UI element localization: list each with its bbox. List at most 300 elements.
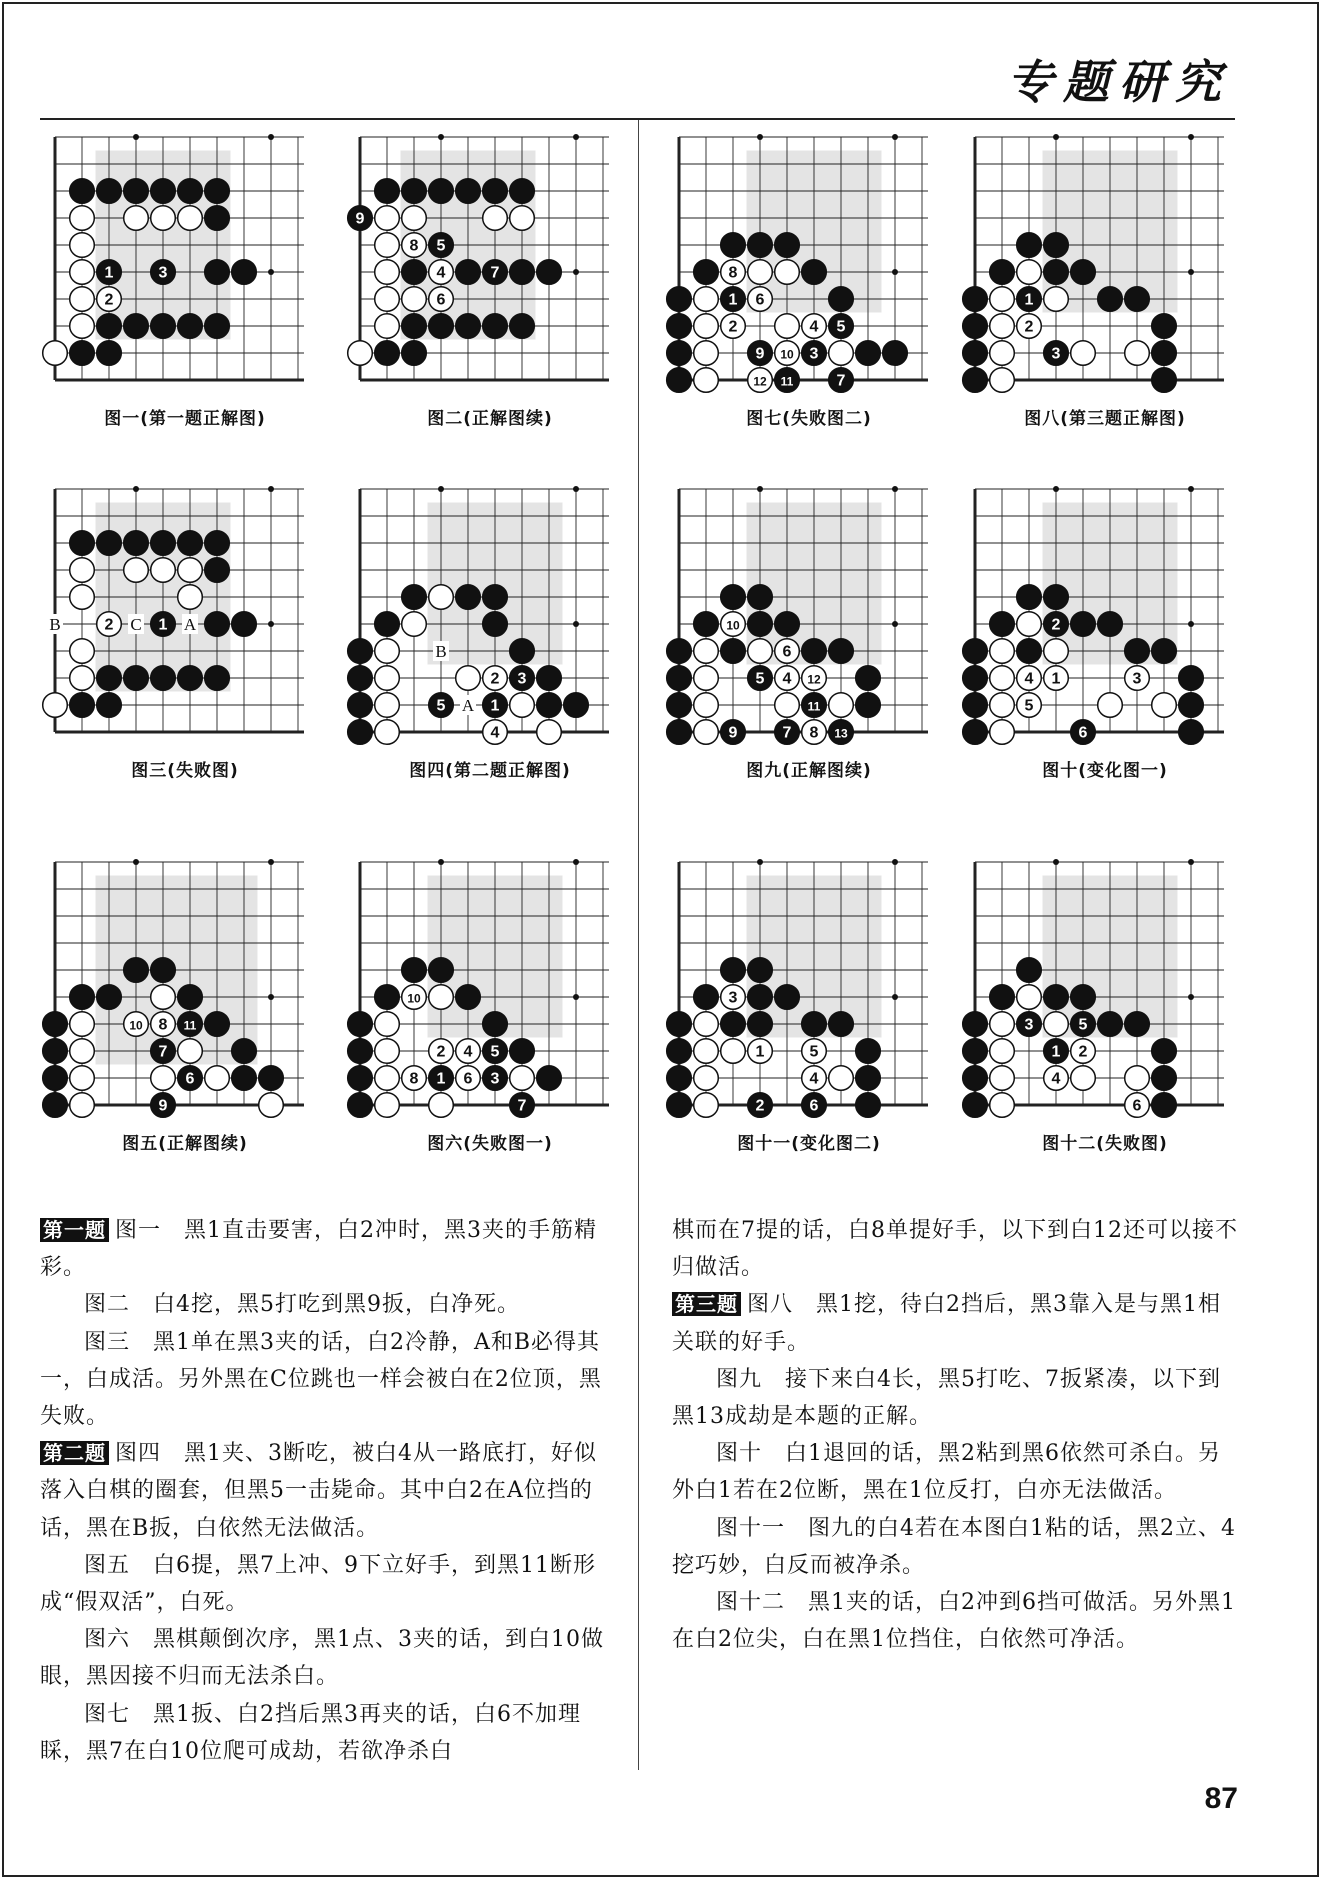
star-point [1053,134,1059,140]
white-stone [483,206,508,231]
star-point [133,859,139,865]
black-stone [70,985,95,1010]
go-board [345,120,635,400]
text-paragraph [672,1435,1242,1509]
black-stone [1098,287,1123,312]
black-stone [856,1039,881,1064]
white-stone [694,693,719,718]
black-stone [1152,1093,1177,1118]
black-stone [124,179,149,204]
white-stone [1044,287,1069,312]
white-stone [348,341,373,366]
text-column-left [40,1212,610,1770]
black-stone [43,1066,68,1091]
white-stone [537,720,562,745]
move-number: 7 [517,1097,527,1115]
black-stone [348,639,373,664]
black-stone [963,1039,988,1064]
white-stone [694,314,719,339]
black-stone [205,531,230,556]
white-stone [402,612,427,637]
black-stone [1125,639,1150,664]
diagram-caption: 图八(第三题正解图) [1024,409,1186,429]
white-stone [70,558,95,583]
black-stone [402,314,427,339]
black-stone [1125,287,1150,312]
black-stone [775,612,800,637]
black-stone [963,1093,988,1118]
black-stone [348,720,373,745]
white-stone [775,693,800,718]
black-stone [205,179,230,204]
star-point [1053,486,1059,492]
star-point [1188,134,1194,140]
black-stone [883,341,908,366]
white-stone [375,639,400,664]
go-board [664,472,954,752]
black-stone [348,693,373,718]
black-stone [483,179,508,204]
text-column-right [672,1212,1242,1658]
star-point [757,134,763,140]
white-stone [829,1066,854,1091]
go-diagram [40,845,330,1129]
diagram-caption: 图六(失败图一) [427,1134,553,1154]
white-stone [721,1039,746,1064]
black-stone [178,314,203,339]
black-stone [151,958,176,983]
white-stone [124,558,149,583]
diagram-caption: 图十(变化图一) [1042,761,1168,781]
white-stone [694,1093,719,1118]
paragraph-body: 图十一 图九的白4若在本图白1粘的话，黑2立、4挖巧妙，白反而被净杀。 [672,1515,1236,1578]
black-stone [375,612,400,637]
black-stone [1152,314,1177,339]
black-stone [694,612,719,637]
go-diagram [40,120,330,404]
white-stone [748,639,773,664]
black-stone [348,666,373,691]
black-stone [1044,985,1069,1010]
move-number: 1 [158,616,168,634]
black-stone [375,985,400,1010]
black-stone [1152,639,1177,664]
black-stone [856,666,881,691]
black-stone [667,1093,692,1118]
black-stone [97,314,122,339]
black-stone [802,260,827,285]
white-stone [1098,693,1123,718]
move-number: 5 [490,1043,500,1061]
black-stone [178,531,203,556]
black-stone [802,1012,827,1037]
black-stone [1017,639,1042,664]
black-stone [1071,260,1096,285]
black-stone [748,1012,773,1037]
black-stone [667,314,692,339]
paragraph-body: 图九 接下来白4长，黑5打吃、7扳紧凑，以下到黑13成劫是本题的正解。 [672,1366,1221,1430]
paragraph-body: 棋而在7提的话，白8单提好手，以下到白12还可以接不归做活。 [672,1218,1238,1281]
black-stone [963,666,988,691]
white-stone [990,368,1015,393]
black-stone [775,233,800,258]
white-stone [375,314,400,339]
black-stone [1152,1039,1177,1064]
white-stone [429,1093,454,1118]
move-number: 1 [490,697,500,715]
star-point [438,486,444,492]
black-stone [205,314,230,339]
white-stone [429,585,454,610]
black-stone [124,666,149,691]
star-point [757,859,763,865]
star-point [892,134,898,140]
white-stone [694,368,719,393]
move-number: 6 [1078,724,1088,742]
star-point [892,269,898,275]
move-number: 4 [782,670,792,688]
white-stone [259,1093,284,1118]
white-stone [375,666,400,691]
black-stone [402,260,427,285]
white-stone [990,287,1015,312]
move-number: 7 [490,264,500,282]
white-stone [70,314,95,339]
white-stone [375,1012,400,1037]
black-stone [1044,233,1069,258]
diagram-caption: 图五(正解图续) [122,1134,248,1154]
move-number: 6 [185,1070,195,1088]
white-stone [70,287,95,312]
black-stone [721,585,746,610]
move-number: 5 [436,697,446,715]
black-stone [402,585,427,610]
go-board [40,845,330,1125]
star-point [573,134,579,140]
black-stone [97,179,122,204]
black-stone [456,985,481,1010]
diagram-caption: 图七(失败图二) [746,409,872,429]
move-number: 3 [809,345,819,363]
white-stone [375,206,400,231]
move-number: 8 [728,264,738,282]
white-stone [510,693,535,718]
white-stone [178,206,203,231]
black-stone [205,666,230,691]
white-stone [829,341,854,366]
black-stone [456,260,481,285]
move-number: 1 [1024,291,1034,309]
black-stone [205,1012,230,1037]
move-number: 6 [1132,1097,1142,1115]
star-point [892,621,898,627]
black-stone [1017,233,1042,258]
move-number: 3 [1132,670,1142,688]
black-stone [232,612,257,637]
paragraph-body: 图十二 黑1夹的话，白2冲到6挡可做活。另外黑1在白2位尖，白在黑1位挡住，白依然可净活。 [672,1590,1236,1653]
white-stone [456,666,481,691]
move-number: 5 [755,670,765,688]
black-stone [402,341,427,366]
black-stone [483,585,508,610]
move-number: 10 [726,618,740,633]
black-stone [1017,958,1042,983]
white-stone [1125,1066,1150,1091]
move-number: 2 [1051,616,1061,634]
black-stone [124,958,149,983]
white-stone [694,1039,719,1064]
text-paragraph [40,1696,610,1770]
white-stone [990,341,1015,366]
move-number: 5 [436,237,446,255]
paragraph-body: 图一 黑1直击要害，白2冲时，黑3夹的手筋精彩。 [40,1218,597,1281]
black-stone [1071,985,1096,1010]
move-number: 6 [755,291,765,309]
black-stone [963,693,988,718]
go-board [960,120,1250,400]
white-stone [375,1093,400,1118]
black-stone [205,206,230,231]
black-stone [748,233,773,258]
black-stone [721,639,746,664]
star-point [573,269,579,275]
white-stone [151,985,176,1010]
star-point [1053,859,1059,865]
white-stone [375,693,400,718]
white-stone [990,666,1015,691]
move-number: 1 [755,1043,765,1061]
text-paragraph [40,1324,610,1436]
paragraph-body: 图十 白1退回的话，黑2粘到黑6依然可杀白。另外白1若在2位断，黑在1位反打，白亦无法做活。 [672,1441,1221,1504]
black-stone [667,1039,692,1064]
move-number: 8 [409,1070,419,1088]
black-stone [748,585,773,610]
white-stone [990,1039,1015,1064]
text-paragraph [672,1286,1242,1360]
white-stone [43,693,68,718]
white-stone [990,693,1015,718]
white-stone [1017,985,1042,1010]
white-stone [375,233,400,258]
go-diagram [960,472,1250,756]
black-stone [348,1039,373,1064]
white-stone [1125,341,1150,366]
move-number: 7 [782,724,792,742]
black-stone [456,179,481,204]
go-board [345,845,635,1125]
white-stone [1071,1066,1096,1091]
move-number: 3 [490,1070,500,1088]
white-stone [775,314,800,339]
black-stone [348,1093,373,1118]
white-stone [1017,612,1042,637]
black-stone [205,612,230,637]
black-stone [151,666,176,691]
black-stone [429,314,454,339]
white-stone [402,287,427,312]
black-stone [1017,585,1042,610]
white-stone [990,1012,1015,1037]
black-stone [70,179,95,204]
white-stone [70,1039,95,1064]
black-stone [963,287,988,312]
text-paragraph [40,1286,610,1323]
text-paragraph [672,1361,1242,1435]
black-stone [856,693,881,718]
black-stone [70,531,95,556]
white-stone [70,1066,95,1091]
white-stone [694,1066,719,1091]
diagram-caption: 图三(失败图) [131,761,239,781]
white-stone [205,1066,230,1091]
text-paragraph [40,1212,610,1286]
black-stone [375,341,400,366]
star-point [573,859,579,865]
move-number: 8 [809,724,819,742]
white-stone [748,260,773,285]
move-number: 9 [755,345,765,363]
move-number: 12 [753,374,767,389]
white-stone [990,639,1015,664]
point-label: B [435,642,447,661]
black-stone [70,693,95,718]
black-stone [537,1066,562,1091]
white-stone [375,1039,400,1064]
move-number: 5 [809,1043,819,1061]
black-stone [1098,1012,1123,1037]
paragraph-body: 图六 黑棋颠倒次序，黑1点、3夹的话，到白10做眼，黑因接不归而无法杀白。 [40,1627,604,1690]
text-paragraph [40,1547,610,1621]
move-number: 11 [807,699,821,714]
black-stone [1152,341,1177,366]
move-number: 2 [490,670,500,688]
white-stone [402,206,427,231]
text-paragraph [40,1435,610,1547]
star-point [438,134,444,140]
white-stone [70,639,95,664]
paragraph-body: 图七 黑1扳、白2挡后黑3再夹的话，白6不加理睬，黑7在白10位爬可成劫，若欲净杀白 [40,1701,581,1764]
move-number: 1 [1051,1043,1061,1061]
point-label: B [49,615,61,634]
black-stone [829,287,854,312]
black-stone [70,341,95,366]
white-stone [1044,639,1069,664]
move-number: 2 [104,616,114,634]
move-number: 12 [807,672,821,687]
white-stone [375,260,400,285]
move-number: 1 [728,291,738,309]
black-stone [510,1039,535,1064]
white-stone [694,720,719,745]
black-stone [1152,1066,1177,1091]
white-stone [43,341,68,366]
black-stone [178,985,203,1010]
paragraph-body: 图四 黑1夹、3断吃，被白4从一路底打，好似落入白棋的圈套，但黑5一击毙命。其中白2在A位挡的话，黑在B扳，白依然无法做活。 [40,1441,597,1541]
black-stone [348,1012,373,1037]
white-stone [178,1039,203,1064]
black-stone [775,985,800,1010]
black-stone [510,179,535,204]
white-stone [694,341,719,366]
move-number: 9 [355,210,365,228]
white-stone [694,287,719,312]
diagram-caption: 图二(正解图续) [427,409,553,429]
text-paragraph [672,1584,1242,1658]
black-stone [1044,260,1069,285]
move-number: 5 [836,318,846,336]
black-stone [402,958,427,983]
go-board [40,120,330,400]
black-stone [802,639,827,664]
point-label: C [130,615,142,634]
white-stone [70,260,95,285]
black-stone [748,958,773,983]
black-stone [856,341,881,366]
move-number: 2 [104,291,114,309]
star-point [892,486,898,492]
black-stone [694,260,719,285]
star-point [1188,994,1194,1000]
white-stone [694,666,719,691]
white-stone [70,206,95,231]
go-diagram [664,845,954,1129]
move-number: 7 [158,1043,168,1061]
black-stone [667,287,692,312]
black-stone [97,341,122,366]
black-stone [456,585,481,610]
white-stone [990,314,1015,339]
star-point [1188,621,1194,627]
star-point [1188,486,1194,492]
diagram-caption: 图十一(变化图二) [737,1134,881,1154]
black-stone [667,693,692,718]
move-number: 5 [1024,697,1034,715]
go-board [960,472,1250,752]
white-stone [1152,693,1177,718]
black-stone [721,1012,746,1037]
black-stone [537,666,562,691]
black-stone [721,958,746,983]
black-stone [456,314,481,339]
black-stone [43,1012,68,1037]
black-stone [537,693,562,718]
star-point [892,994,898,1000]
white-stone [510,206,535,231]
star-point [573,621,579,627]
diagram-caption: 图十二(失败图) [1042,1134,1168,1154]
move-number: 8 [158,1016,168,1034]
go-diagram [345,845,635,1129]
paragraph-body: 图三 黑1单在黑3夹的话，白2冷静，A和B必得其一，白成活。另外黑在C位跳也一样会被白在2位顶，黑失败。 [40,1329,602,1430]
move-number: 10 [129,1018,143,1033]
white-stone [694,1012,719,1037]
black-stone [510,260,535,285]
problem-tag: 第三题 [672,1292,741,1316]
black-stone [963,720,988,745]
star-point [573,486,579,492]
move-number: 1 [1051,670,1061,688]
black-stone [748,985,773,1010]
black-stone [667,341,692,366]
star-point [438,859,444,865]
black-stone [483,314,508,339]
text-paragraph [672,1212,1242,1286]
star-point [1188,269,1194,275]
go-board [40,472,330,752]
white-stone [178,558,203,583]
black-stone [748,612,773,637]
star-point [268,269,274,275]
